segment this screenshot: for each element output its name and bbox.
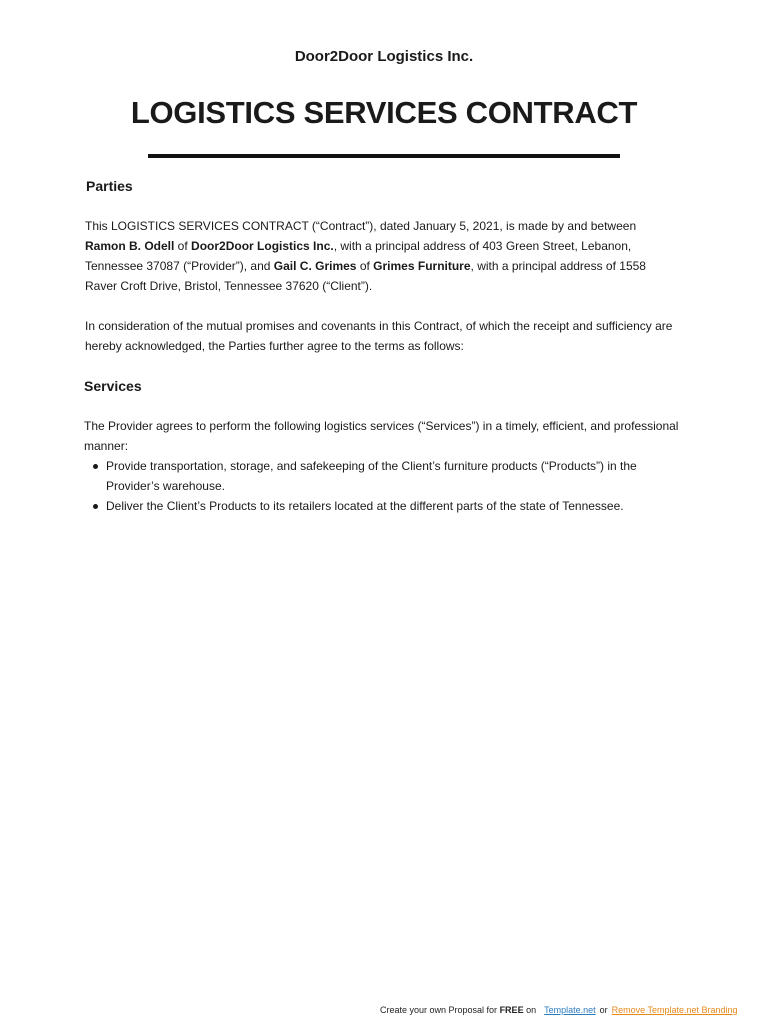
provider-rep-name: Ramon B. Odell [85, 239, 175, 253]
template-footer: Create your own Proposal for FREE on Template.net or Remove Template.net Branding [380, 1005, 738, 1015]
bullet-icon [93, 464, 98, 469]
remove-branding-link[interactable]: Remove Template.net Branding [611, 1005, 738, 1015]
parties-paragraph-2: In consideration of the mutual promises and covenants in this Contract, of which the receipt and sufficiency are hereby acknowledged, the Parties further agree to the terms as follows: [85, 319, 673, 353]
bullet-icon [93, 504, 98, 509]
provider-company-name: Door2Door Logistics Inc. [191, 239, 334, 253]
parties-paragraph-1: This LOGISTICS SERVICES CONTRACT (“Contract”), dated January 5, 2021, is made by and between Ramon B. Odell of Door2Door Logistics Inc., with a principal address of 403 Green Street, Lebanon, Tennessee 37087 (“Provider”), and Gail C. Grimes of Grimes Furniture, with a principal address of 1558 Raver Croft Drive, Bristol, Tennessee 37620 (“Client”). [85, 219, 646, 293]
list-item: Provide transportation, storage, and safekeeping of the Client’s furniture products (“Products”) in the Provider’s warehouse. [84, 456, 684, 496]
list-item: Deliver the Client’s Products to its retailers located at the different parts of the state of Tennessee. [84, 496, 684, 516]
client-rep-name: Gail C. Grimes [273, 259, 357, 273]
services-intro: The Provider agrees to perform the following logistics services (“Services”) in a timely, efficient, and professional manner: [84, 419, 679, 453]
template-net-link[interactable]: Template.net [544, 1005, 596, 1015]
client-company-name: Grimes Furniture [373, 259, 471, 273]
services-list [84, 456, 684, 516]
parties-heading: Parties [86, 178, 133, 194]
services-heading: Services [84, 378, 142, 394]
document-title: LOGISTICS SERVICES CONTRACT [130, 95, 638, 130]
company-name: Door2Door Logistics Inc. [294, 48, 474, 65]
title-divider [148, 154, 620, 158]
